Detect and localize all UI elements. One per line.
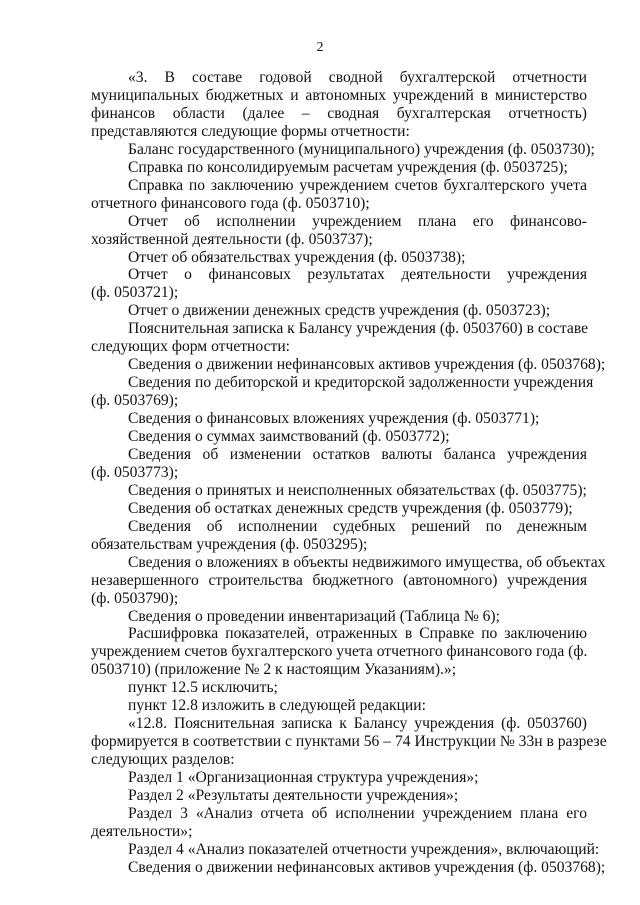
- text-line: (ф. 0503769);: [91, 392, 179, 410]
- text-line: Отчет об исполнении учреждением плана его финансово-: [128, 212, 587, 230]
- text-line: Пояснительная записка к Балансу учреждения (ф. 0503760) в составе: [128, 320, 589, 338]
- text-line: Раздел 1 «Организационная структура учреждения»;: [128, 769, 479, 786]
- text-line: обязательствам учреждения (ф. 0503295);: [91, 535, 368, 553]
- text-line: (ф. 0503773);: [91, 463, 179, 481]
- text-line: Расшифровка показателей, отраженных в Справке по заключению: [128, 625, 587, 643]
- text-line: следующих разделов:: [91, 751, 235, 769]
- text-line: незавершенного строительства бюджетного (автономного) учреждения: [91, 571, 587, 589]
- text-line: «3. В составе годовой сводной бухгалтерской отчетности: [128, 69, 587, 86]
- text-line: Сведения о движении нефинансовых активов учреждения (ф. 0503768);: [128, 858, 606, 876]
- text-line: Сведения о проведении инвентаризаций (Таблица № 6);: [128, 607, 500, 625]
- text-line: Баланс государственного (муниципального) учреждения (ф. 0503730);: [128, 140, 595, 158]
- text-line: пункт 12.8 изложить в следующей редакции:: [128, 697, 426, 715]
- text-line: Отчет об обязательствах учреждения (ф. 0503738);: [128, 248, 466, 266]
- text-line: Раздел 3 «Анализ отчета об исполнении учреждением плана его: [128, 804, 587, 822]
- text-line: Раздел 2 «Результаты деятельности учреждения»;: [128, 787, 459, 804]
- text-line: Сведения о финансовых вложениях учреждения (ф. 0503771);: [128, 410, 540, 428]
- text-line: Сведения по дебиторской и кредиторской задолженности учреждения: [128, 374, 594, 392]
- text-line: Сведения об изменении остатков валюты баланса учреждения: [128, 445, 587, 463]
- page-number: 2: [316, 40, 324, 55]
- text-line: формируется в соответствии с пунктами 56 – 74 Инструкции № 33н в разрезе: [91, 733, 607, 751]
- text-line: муниципальных бюджетных и автономных учреждений в министерство: [91, 87, 587, 104]
- text-line: Справка по консолидируемым расчетам учреждения (ф. 0503725);: [128, 158, 568, 176]
- text-line: финансов области (далее – сводная бухгалтерская отчетность): [91, 104, 587, 122]
- text-line: Отчет о движении денежных средств учреждения (ф. 0503723);: [128, 302, 551, 320]
- text-line: Сведения об исполнении судебных решений по денежным: [128, 517, 587, 535]
- text-line: (ф. 0503790);: [91, 589, 179, 607]
- text-line: Сведения о вложениях в объекты недвижимого имущества, об объектах: [128, 553, 606, 571]
- text-line: (ф. 0503721);: [91, 284, 179, 302]
- text-line: 0503710) (приложение № 2 к настоящим Указаниям).»;: [91, 661, 457, 679]
- text-line: Сведения о принятых и неисполненных обязательствах (ф. 0503775);: [128, 481, 587, 499]
- text-line: Сведения о движении нефинансовых активов учреждения (ф. 0503768);: [128, 356, 606, 374]
- text-line: пункт 12.5 исключить;: [128, 679, 278, 697]
- text-line: Справка по заключению учреждением счетов бухгалтерского учета: [128, 176, 587, 194]
- text-line: Сведения об остатках денежных средств учреждения (ф. 0503779);: [128, 499, 573, 517]
- text-line: хозяйственной деятельности (ф. 0503737);: [91, 230, 373, 248]
- text-line: отчетного финансового года (ф. 0503710);: [91, 194, 370, 212]
- text-line: деятельности»;: [91, 822, 193, 840]
- text-line: Отчет о финансовых результатах деятельности учреждения: [128, 266, 587, 284]
- text-line: учреждением счетов бухгалтерского учета отчетного финансового года (ф.: [91, 643, 588, 661]
- text-line: Раздел 4 «Анализ показателей отчетности учреждения», включающий:: [128, 840, 600, 858]
- text-line: представляются следующие формы отчетности:: [91, 122, 410, 140]
- text-line: «12.8. Пояснительная записка к Балансу учреждения (ф. 0503760): [128, 715, 587, 733]
- text-line: Сведения о суммах заимствований (ф. 0503772);: [128, 428, 450, 445]
- text-line: следующих форм отчетности:: [91, 338, 291, 356]
